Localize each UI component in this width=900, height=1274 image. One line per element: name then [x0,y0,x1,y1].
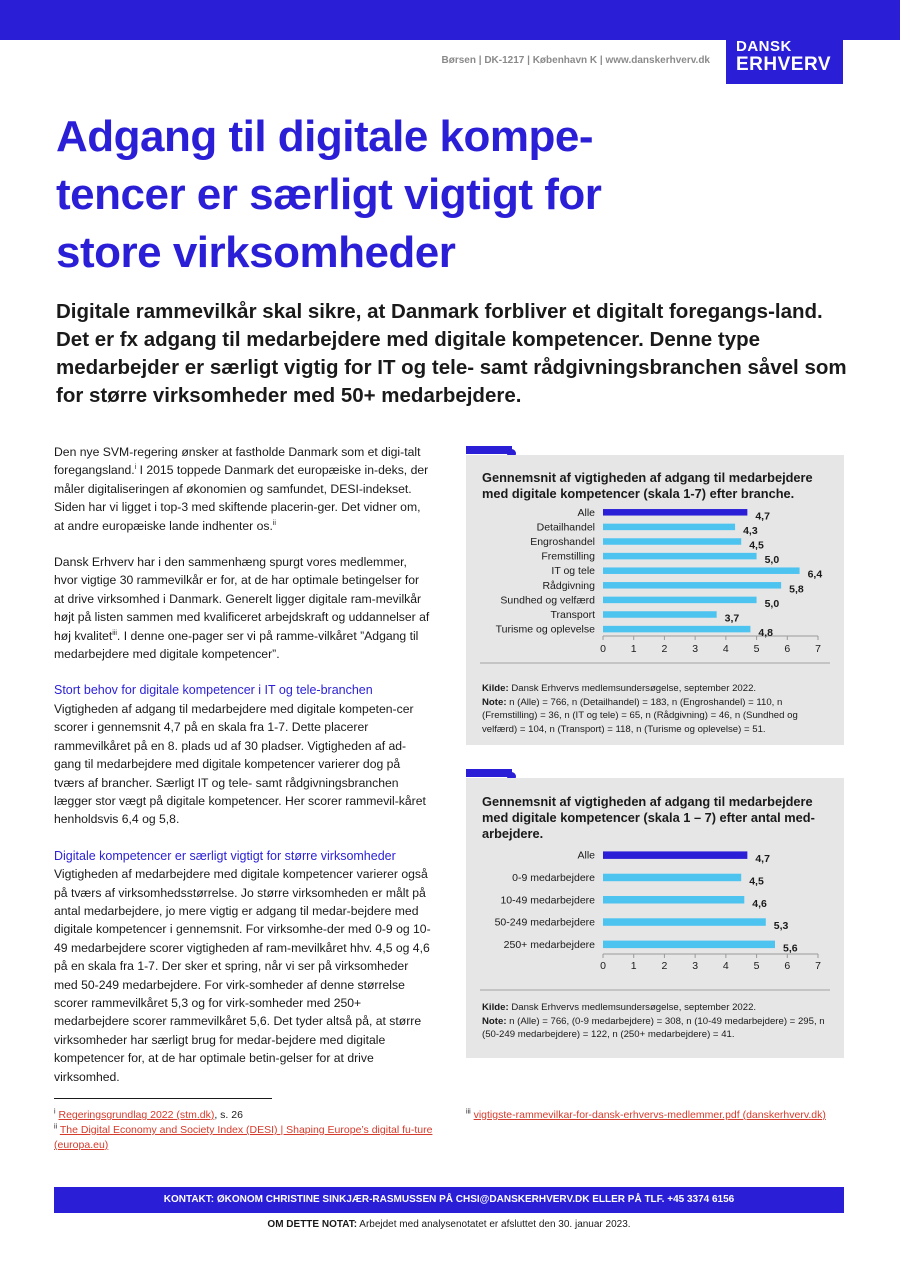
category-label: 50-249 medarbejdere [494,916,595,929]
data-label: 4,5 [749,539,764,552]
lead-paragraph: Digitale rammevilkår skal sikre, at Danmark forbliver et digitalt foregangs-land. Det er fx adgang til medarbejdere med digitale kompetencer. Denne type medarbejder er særligt vigtig for IT og tele- samt rådgivningsbranchen såvel som for større virksomheder med 50+ medarbejdere. [56,300,847,407]
category-label: Rådgivning [542,579,595,592]
title-line: tencer er særligt vigtigt for [56,170,602,219]
x-tick-label: 6 [784,643,791,655]
section-heading-1: Stort behov for digitale kompetencer i IT og tele-branchen [54,683,373,698]
bar [603,896,744,904]
x-tick-label: 3 [692,960,699,972]
category-label: Transport [550,609,595,621]
body-paragraph-2: Dansk Erhverv har i den sammenhæng spurgt vores medlemmer, hvor vigtige 30 rammevilkår er for, at de har optimale betingelser for at drive virksomhed i Danmark. Generelt ligger digitale ram-mevilkår højt på listen sammen med kvalificeret arbejdskraft og uddannelser af høj kvalitet$^{iii}$. I denne one-pager ser vi på ramme-vilkåret ”Adgang til medarbejdere med digitale kompetencer”. [54,555,430,662]
x-tick-label: 5 [753,643,760,655]
footnote-2: $^{ii}$ The Digital Economy and Society Index (DESI) | Shaping Europe’s digital fu-ture (europa.eu) [54,1123,433,1151]
category-label: 10-49 medarbejdere [500,894,595,907]
x-tick-label: 0 [600,960,606,972]
data-label: 4,5 [749,875,764,888]
page-title [56,108,836,282]
bar [603,611,717,618]
chart-1-title: Gennemsnit af vigtigheden af adgang til medarbejdere med digitale kompetencer (skala 1-7) efter branche. [482,470,813,501]
bar [603,567,800,574]
chart-1-tab [466,446,512,454]
bar [603,582,781,589]
data-label: 4,7 [755,853,770,866]
bar [603,553,757,560]
section-heading-2: Digitale kompetencer er særligt vigtigt for større virksomheder [54,848,396,863]
bar [603,626,750,633]
chart-2-tab [466,769,512,777]
header-address: Børsen | DK-1217 | København K | www.danskerhverv.dk [441,55,710,66]
chart-2-separator [480,989,830,991]
x-tick-label: 3 [692,643,699,655]
chart-1-note: Kilde: Dansk Erhvervs medlemsundersøgelse, september 2022. Note: n (Alle) = 766, n (Detailhandel) = 183, n (Engroshandel) = 110, n (Fremstilling) = 36, n (IT og tele) = 65, n (Rådgivning) = 46, n (Sundhed og velfærd) = 104, n (Transport) = 118, n (Turisme og oplevelse) = 51. [482,683,798,735]
bar [603,874,741,882]
chart-1-box [466,455,844,745]
x-tick-label: 5 [753,960,760,972]
x-tick-label: 2 [661,643,668,655]
footnotes-left [54,1108,434,1153]
category-label: Detailhandel [536,521,595,534]
footnote-3: $^{iii}$ vigtigste-rammevilkar-for-dansk-erhvervs-medlemmer.pdf (danskerhverv.dk) [466,1108,826,1121]
footnote-divider [54,1098,272,1099]
x-tick-label: 2 [661,960,668,972]
footnote-ref: iii [112,629,117,637]
body-paragraph-1: Den nye SVM-regering ønsker at fastholde Danmark som et digi-talt foregangsland.$^i$ I 2015 toppede Danmark det europæiske in-deks, der måler digitaliseringen af økonomien og samfundet, DESI-indekset. Siden har vi ligget i top-3 med skiftende placerin-ger. Det vidner om, at andre europæiske lande indhenter os.$^{ii}$ [54,445,429,533]
data-label: 5,3 [773,920,789,933]
data-label: 5,6 [783,942,798,955]
footnote-3-link[interactable]: vigtigste-rammevilkar-for-dansk-erhvervs-medlemmer.pdf (danskerhverv.dk) [473,1109,826,1121]
footnote-2-link[interactable]: The Digital Economy and Society Index (DESI) | Shaping Europe’s digital fu-ture (europa.eu) [54,1124,433,1151]
x-tick-label: 7 [815,960,821,972]
contact-bar: KONTAKT: ØKONOM CHRISTINE SINKJÆR-RASMUSSEN PÅ CHSI@DANSKERHVERV.DK ELLER PÅ TLF. +45 3374 6156 [54,1187,844,1213]
data-label: 5,0 [764,554,780,567]
data-label: 4,6 [752,897,767,910]
about-note: OM DETTE NOTAT: Arbejdet med analysenotatet er afsluttet den 30. januar 2023. [267,1219,631,1230]
bar [603,941,775,949]
data-label: 6,4 [807,568,823,581]
category-label: Sundhed og velfærd [500,594,595,607]
body-paragraph-4: Vigtigheden af medarbejdere med digitale kompetencer varierer også på tværs af virksomhedsstørrelse. Jo større virksomheden er målt på antal medarbejdere, jo mere vigtig er adgang til medar-bejdere med digitale kompetencer i gennemsnit. For virksomhe-der med 0-9 og 10-49 medarbejdere scorer vigtigheden af ram-mevilkåret hhv. 4,5 og 4,6 på en skala fra 1-7. Der sker et spring, når vi ser på virksomheder med 50-249 medarbejdere. For virk-somheder af denne størrelse scorer rammevilkåret 5,3 og for virk-somheder med 250+ medarbejdere scorer rammevilkåret 5,6. Det tyder altså på, at større virksomheder har særligt brug for medar-bejdere med digitale kompetencer for, at de har optimale betin-gelser for at drive virksomhed. [54,867,431,1084]
category-label: 0-9 medarbejdere [512,871,595,884]
bar [603,524,735,531]
bar [603,509,747,516]
footnote-ref: ii [272,519,276,527]
chart-2-title: Gennemsnit af vigtigheden af adgang til medarbejdere med digitale kompetencer (skala 1 – 7) efter antal med- arbejdere. [482,794,815,841]
category-label: Alle [577,849,595,862]
body-column [54,443,432,1104]
category-label: Turisme og oplevelse [495,623,595,636]
chart-2-svg [466,842,844,972]
category-label: Engroshandel [530,536,595,548]
bar [603,851,747,859]
logo-line-2: ERHVERV [736,54,832,75]
title-line: store virksomheder [56,228,456,277]
logo-line-1: DANSK [736,38,792,55]
category-label: IT og tele [551,565,595,578]
x-tick-label: 6 [784,960,791,972]
data-label: 4,7 [755,510,770,523]
x-tick-label: 4 [722,960,729,972]
data-label: 3,7 [724,612,740,625]
chart-2-box [466,778,844,1058]
data-label: 5,8 [789,583,804,596]
data-label: 5,0 [764,597,780,610]
x-tick-label: 7 [815,643,821,655]
category-label: Alle [577,506,595,519]
dansk-erhverv-logo [726,34,843,84]
category-label: Fremstilling [541,550,595,563]
footnote-1: $^i$ Regeringsgrundlag 2022 (stm.dk), s. 26 [54,1108,243,1121]
data-label: 4,8 [758,627,774,640]
x-tick-label: 1 [630,960,637,972]
footnote-1-link[interactable]: Regeringsgrundlag 2022 (stm.dk) [58,1109,215,1121]
title-line: Adgang til digitale kompe- [56,112,594,161]
bar [603,538,741,545]
chart-1-separator [480,662,830,664]
chart-2-note: Kilde: Dansk Erhvervs medlemsundersøgelse, september 2022. Note: n (Alle) = 766, (0-9 medarbejdere) = 308, n (10-49 medarbejdere) = 295, n (50-249 medarbejdere) = 122, n (250+ medarbejdere) = 41. [482,1002,825,1040]
x-tick-label: 1 [630,643,637,655]
x-tick-label: 0 [600,643,606,655]
x-tick-label: 4 [722,643,729,655]
bar [603,597,757,604]
chart-1-svg [466,503,844,661]
footnote-ref: i [134,464,137,472]
data-label: 4,3 [743,524,758,537]
bar [603,918,766,926]
category-label: 250+ medarbejdere [503,938,595,951]
body-paragraph-3: Vigtigheden af adgang til medarbejdere med digitale kompeten-cer scorer i gennemsnit 4,7 på en skala fra 1-7. Dette placerer rammevilkåret på en 8. plads ud af 30 pladser. Vigtigheden af ad-gang til medarbejdere med digitale kompetencer varierer dog på tværs af brancher. Særligt IT og tele- samt rådgivningsbranchen lægger stor vægt på digitale kompetencer. Her scorer rammevil-kåret henholdsvis 6,4 og 5,8. [54,701,426,827]
